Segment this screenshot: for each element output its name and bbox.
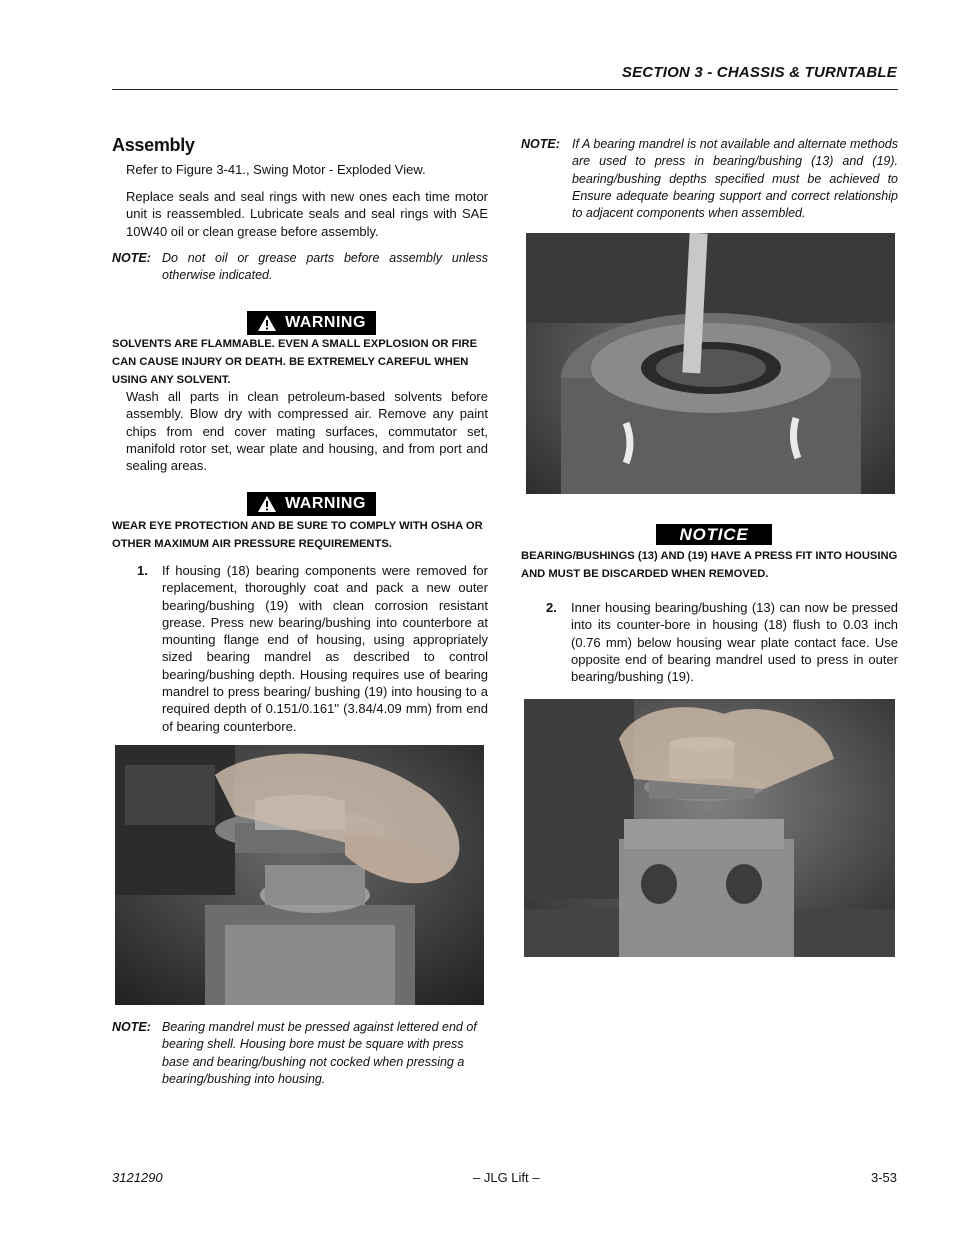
wash-paragraph: Wash all parts in clean petroleum-based solvents before assembly. Blow dry with compressed air. Remove any paint chips from end cover mating surfaces, commutator set, manifold rotor set, wear plate and housing, and from port and sealing areas. — [126, 389, 488, 474]
refer-paragraph: Refer to Figure 3-41., Swing Motor - Exploded View. — [126, 162, 426, 177]
photo-inner-bearing-press — [524, 699, 895, 957]
step-text: Inner housing bearing/bushing (13) can now be pressed into its counter-bore in housing (18) flush to 0.03 inch (0.76 mm) below housing wear plate contact face. Use opposite end of bearing mandrel used to press in outer bearing/bushing (19). — [571, 600, 898, 685]
replace-paragraph: Replace seals and seal rings with new ones each time motor unit is reassembled. Lubricate seals and seal rings with SAE 10W40 oil or clean grease before assembly. — [126, 189, 488, 239]
step-number: 2. — [546, 600, 557, 615]
step-text: If housing (18) bearing components were removed for replacement, thoroughly coat and pack a new outer bearing/bushing (19) with clean corrosion resistant grease. Press new bearing/bushing into counterbore at mounting flange end of housing, using appropriately sized bearing mandrel as described to control bearing/bushing depth. Housing requires use of bearing mandrel to press bearing/ bushing (19) into housing to a required depth of 0.151/0.161" (3.84/4.09 mm) from end of bearing counterbore. — [162, 563, 488, 734]
warning-label: WARNING — [285, 314, 366, 331]
warning-triangle-icon — [257, 495, 277, 513]
notice-label: NOTICE — [679, 524, 749, 544]
notice-text: BEARING/BUSHINGS (13) AND (19) HAVE A PRESS FIT INTO HOUSING AND MUST BE DISCARDED WHEN REMOVED. — [521, 550, 898, 580]
header-divider — [112, 89, 898, 90]
warning-triangle-icon — [257, 314, 277, 332]
section-title: SECTION 3 - CHASSIS & TURNTABLE — [621, 64, 897, 81]
warning-text: WEAR EYE PROTECTION AND BE SURE TO COMPLY WITH OSHA OR OTHER MAXIMUM AIR PRESSURE REQUIREMENTS. — [112, 520, 483, 550]
note-label: NOTE: — [112, 1020, 151, 1034]
note-text: Do not oil or grease parts before assembly unless otherwise indicated. — [162, 251, 488, 283]
notice-banner — [656, 524, 772, 545]
assembly-heading: Assembly — [112, 135, 195, 155]
warning-label: WARNING — [285, 495, 366, 512]
step-number: 1. — [137, 563, 148, 578]
note-label: NOTE: — [521, 137, 560, 151]
note-label: NOTE: — [112, 251, 151, 265]
doc-number: 3121290 — [112, 1170, 163, 1185]
footer-brand: – JLG Lift – — [473, 1170, 540, 1185]
note-text: Bearing mandrel must be pressed against lettered end of bearing shell. Housing bore must be square with press base and bearing/bushing not cocked when pressing a bearing/bushing into housing. — [162, 1020, 477, 1086]
page-number: 3-53 — [870, 1170, 897, 1185]
warning-text: SOLVENTS ARE FLAMMABLE. EVEN A SMALL EXPLOSION OR FIRE CAN CAUSE INJURY OR DEATH. BE EXTREMELY CAREFUL WHEN USING ANY SOLVENT. — [112, 338, 478, 386]
photo-mandrel-outer-bearing — [115, 745, 484, 1005]
photo-bearing-depth-measure — [526, 233, 895, 494]
note-text: If A bearing mandrel is not available and alternate methods are used to press in bearing/bushing (13) and (19). bearing/bushing depths specified must be achieved to Ensure adequate bearing support and correct relationship to adjacent components when assembled. — [572, 137, 898, 221]
warning-banner — [247, 311, 376, 335]
warning-banner — [247, 492, 376, 516]
